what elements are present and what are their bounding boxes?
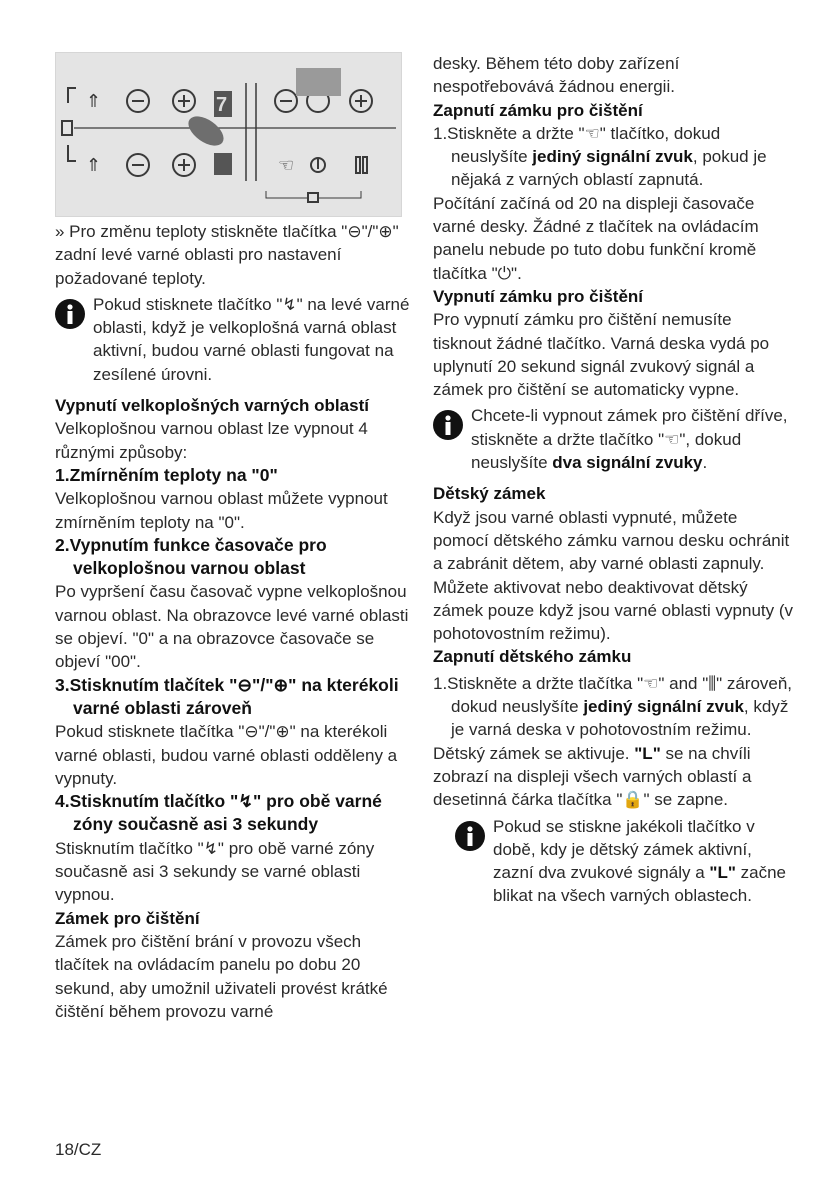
display-top-value: 7	[216, 94, 228, 116]
note-lock-off	[433, 404, 793, 474]
item1-title: 1.Zmírněním teploty na "0"	[55, 464, 278, 485]
boost-icon-top: ⇑	[86, 91, 102, 112]
bridge-icon	[62, 121, 72, 135]
lock-on-text: Počítání začíná od 20 na displeji časovače varné desky. Žádné z tlačítek na ovládacím panelu nebude po tuto dobu funkční kromě tlačítka "⏻".	[433, 193, 759, 283]
info-icon	[455, 821, 485, 851]
note-boost	[55, 293, 410, 386]
child-active-text: Dětský zámek se aktivuje. "L" se na chvíli zobrazí na displeji všech varných oblastí a desetinná čárka tlačítka "🔒" se zapne.	[433, 743, 752, 810]
zone-display-bottom	[214, 153, 232, 175]
hand-icon: ☜	[278, 155, 295, 176]
bracket-top	[68, 88, 76, 103]
heading-lock-on: Zapnutí zámku pro čištění	[433, 100, 643, 120]
control-panel-illustration	[55, 52, 402, 217]
timer-display	[296, 68, 341, 96]
note-child-text: Pokud se stiskne jakékoli tlačítko v době, kdy je dětský zámek aktivní, zazní dva zvukové signály a "L" začne blikat na všech varných oblastech.	[493, 816, 787, 906]
left-column	[55, 52, 410, 1023]
heading-off: Vypnutí velkoplošných varných oblastí	[55, 396, 369, 416]
right-column	[433, 52, 793, 908]
child-on-step: 1.Stiskněte a držte tlačítka "☜" and "⫼" zároveň, dokud neuslyšíte jediný signální zvuk, když je varná deska v pohotovostním režimu.	[433, 673, 793, 740]
item1-text: Velkoplošnou varnou oblast můžete vypnout zmírněním teploty na "0".	[55, 489, 388, 532]
note-lock-off-text: Chcete-li vypnout zámek pro čištění dříve, stiskněte a držte tlačítko "☜", dokud neuslyšíte dva signální zvuky.	[471, 406, 788, 473]
info-icon	[433, 410, 463, 440]
lock-cont-text: desky. Během této doby zařízení nespotřebovává žádnou energii.	[433, 54, 680, 97]
item2-text: Po vypršení času časovač vypne velkoplošnou varnou oblast. Na obrazovce levé varné oblasti se objeví. "0" a na obrazovce časovače se objeví "00".	[55, 582, 409, 672]
item3-title: 3.Stisknutím tlačítek "⊖"/"⊕" na kterékoli varné oblasti zároveň	[55, 674, 399, 718]
child-text: Když jsou varné oblasti vypnuté, můžete pomocí dětského zámku varnou desku ochránit a zabránit dětem, aby varné oblasti zapnuly. Můžete aktivovat nebo deaktivovat dětský zámek pouze když jsou varné oblasti vypnuty (v pohotovostním režimu).	[433, 507, 794, 644]
note-boost-text: Pokud stisknete tlačítko "↯" na levé varné oblasti, když je velkoplošná varná oblast aktivní, budou varné oblasti fungovat na zesílené úrovni.	[93, 294, 410, 384]
bracket-bottom	[68, 145, 76, 161]
lock-text: Zámek pro čištění brání v provozu všech tlačítek na ovládacím panelu po dobu 20 sekund, aby umožnil uživateli provést krátké čištění během provozu varné	[55, 931, 388, 1021]
item3-text: Pokud stisknete tlačítka "⊖"/"⊕" na kterékoli varné oblasti, budou varné oblasti odděleny a vypnuty.	[55, 722, 398, 788]
heading-lock: Zámek pro čištění	[55, 908, 200, 928]
info-icon	[55, 299, 85, 329]
page-number: 18/CZ	[55, 1140, 102, 1159]
lock-on-step: 1.Stiskněte a držte "☜" tlačítko, dokud neuslyšíte jediný signální zvuk, pokud je nějaká z varných oblastí zapnutá.	[433, 123, 767, 190]
intro-text: » Pro změnu teploty stiskněte tlačítka "⊖"/"⊕" zadní levé varné oblasti pro nastavení požadované teploty.	[55, 222, 399, 288]
item4-title: 4.Stisknutím tlačítko "↯" pro obě varné zóny současně asi 3 sekundy	[55, 791, 382, 835]
off-intro: Velkoplošnou varnou oblast lze vypnout 4 různými způsoby:	[55, 419, 368, 462]
control-panel-graphic	[56, 53, 401, 216]
note-child	[433, 815, 793, 908]
lock-off-text: Pro vypnutí zámku pro čištění nemusíte tisknout žádné tlačítko. Varná deska vydá po uplynutí 20 sekund signál zvukový signál a zámek pro čištění se automaticky vypne.	[433, 310, 770, 400]
item4-text: Stisknutím tlačítko "↯" pro obě varné zóny současně asi 3 sekundy se varné oblasti vypnou.	[55, 838, 375, 905]
heading-child-on: Zapnutí dětského zámku	[433, 647, 632, 667]
lock-icon	[308, 193, 318, 202]
heading-child: Dětský zámek	[433, 484, 546, 504]
item2-title: 2.Vypnutím funkce časovače pro velkoplošnou varnou oblast	[55, 534, 327, 579]
boost-icon-bottom: ⇑	[86, 155, 102, 176]
pause-icon	[356, 157, 360, 173]
heading-lock-off: Vypnutí zámku pro čištění	[433, 286, 644, 306]
